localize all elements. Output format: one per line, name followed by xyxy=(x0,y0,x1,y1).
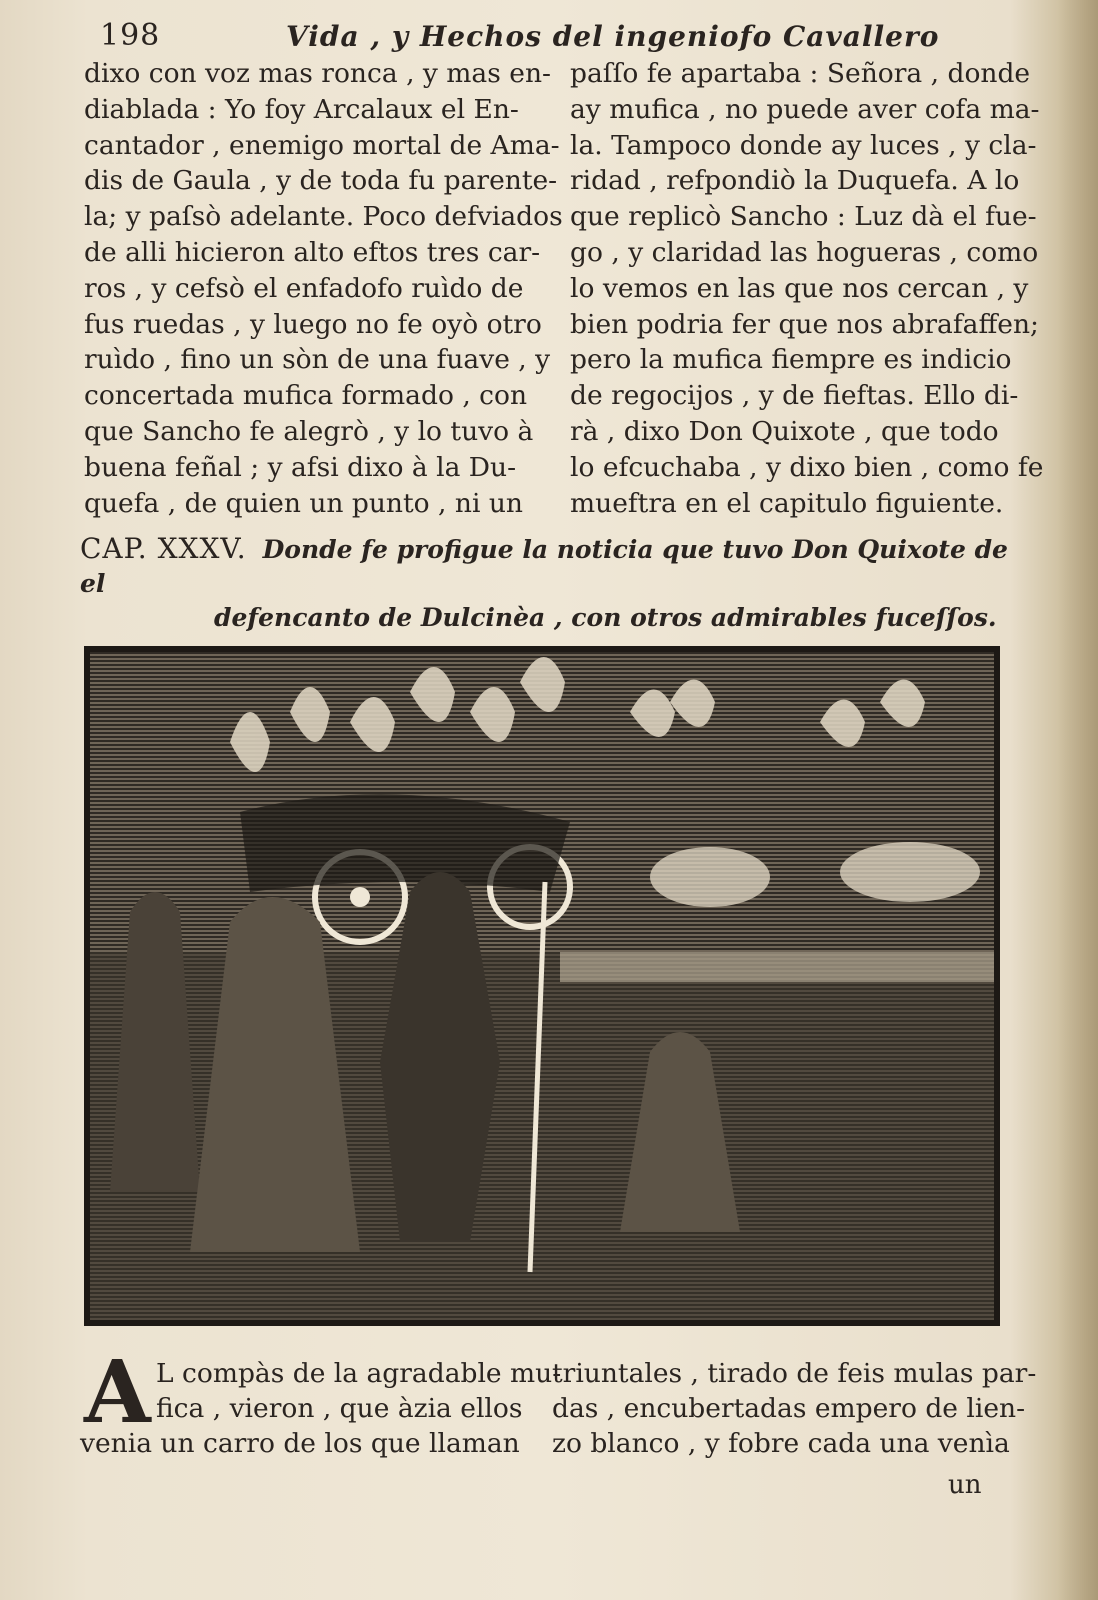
text-line: lo efcuchaba , y dixo bien , como fe xyxy=(570,451,1044,483)
text-line: quefa , de quien un punto , ni un xyxy=(84,487,523,519)
text-line: cantador , enemigo mortal de Ama- xyxy=(84,129,560,161)
opening-right-column xyxy=(552,1356,1037,1461)
text-line: dixo con voz mas ronca , y mas en- xyxy=(84,58,551,89)
flames-group xyxy=(230,657,925,772)
text-line: mueftra en el capitulo figuiente. xyxy=(570,487,1004,519)
woodcut-illustration xyxy=(84,646,1000,1326)
woodcut-drawing xyxy=(90,652,994,1320)
text-line: dis de Gaula , y de toda fu parente- xyxy=(84,165,558,197)
text-line: zo blanco , y fobre cada una venìa xyxy=(552,1428,1010,1459)
running-title: Vida , y Hechos del ingeniofo Cavallero xyxy=(286,20,940,53)
left-text-column xyxy=(84,56,563,521)
text-line: ruìdo , fino un sòn de una fuave , y xyxy=(84,344,551,376)
text-line: la; y paſsò adelante. Poco defviados xyxy=(84,201,563,233)
text-line: diablada : Yo foy Arcalaux el En- xyxy=(84,93,519,125)
text-line: lo vemos en las que nos cercan , y xyxy=(570,272,1029,304)
text-line: rà , dixo Don Quixote , que todo xyxy=(570,415,999,447)
text-line: que Sancho fe alegrò , y lo tuvo à xyxy=(84,415,534,447)
text-line: bien podria fer que nos abrafaffen; xyxy=(570,308,1039,340)
text-line: go , y claridad las hogueras , como xyxy=(570,236,1039,268)
text-line: ros , y cefsò el enfadofo ruìdo de xyxy=(84,272,524,304)
running-head xyxy=(96,14,1016,60)
right-text-column xyxy=(570,56,1044,521)
text-line: buena feñal ; y afsi dixo à la Du- xyxy=(84,451,517,483)
text-line: fus ruedas , y luego no fe oyò otro xyxy=(84,308,542,340)
distant-riders xyxy=(650,842,980,907)
text-line: la. Tampoco donde ay luces , y cla- xyxy=(570,129,1037,161)
text-line: pero la mufica fiempre es indicio xyxy=(570,344,1012,376)
text-line: de regocijos , y de fieftas. Ello di- xyxy=(570,380,1019,412)
text-line: ay mufica , no puede aver cofa ma- xyxy=(570,93,1040,125)
text-line: fica , vieron , que àzia ellos xyxy=(156,1393,523,1424)
opening-left-column xyxy=(80,1356,562,1461)
text-line: que replicò Sancho : Luz dà el fue- xyxy=(570,201,1037,233)
catchword: un xyxy=(948,1470,982,1500)
text-line: triuntales , tirado de feis mulas par- xyxy=(552,1358,1037,1389)
page-gutter-shadow xyxy=(1058,0,1098,1600)
chapter-title-line2: defencanto de Dulcinèa , con otros admirables fuceſſos. xyxy=(214,603,997,632)
text-line: das , encubertadas empero de lien- xyxy=(552,1393,1026,1424)
text-line: concertada mufica formado , con xyxy=(84,380,528,412)
drop-cap: A xyxy=(84,1342,151,1443)
text-line: paſſo fe apartaba : Señora , donde xyxy=(570,58,1031,89)
text-line: L compàs de la agradable mu- xyxy=(156,1358,562,1389)
text-line: de alli hicieron alto eftos tres car- xyxy=(84,236,541,268)
text-line: venia un carro de los que llaman xyxy=(80,1428,520,1459)
chapter-number: CAP. XXXV. xyxy=(80,532,247,565)
chapter-heading xyxy=(80,532,1020,635)
chapter-title-line1: Donde fe profigue la noticia que tuvo Don Quixote de el xyxy=(80,535,1008,598)
page-number: 198 xyxy=(100,18,161,53)
text-line: ridad , refpondiò la Duquefa. A lo xyxy=(570,165,1020,197)
